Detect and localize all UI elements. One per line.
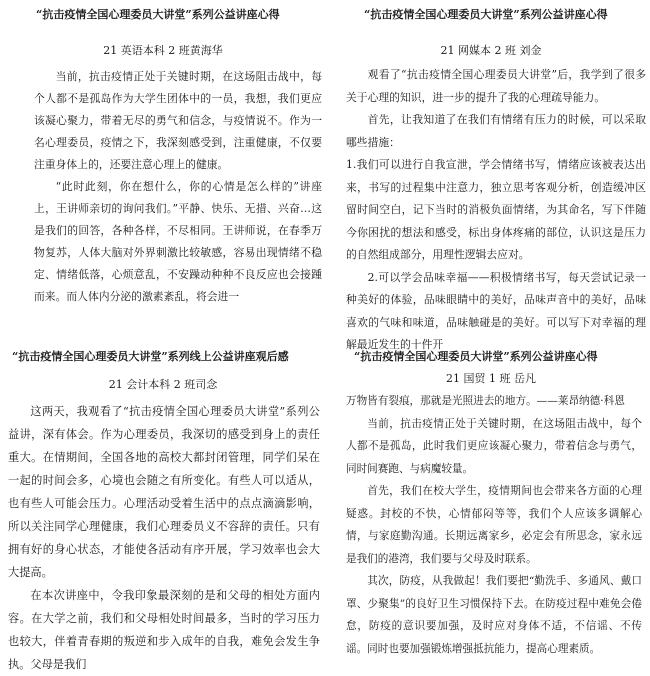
essay-panel-4 [332, 330, 650, 655]
essay-body [346, 64, 646, 351]
paragraph: “此时此刻，你在想什么，你的心情是怎么样的”讲座上，王讲师亲切的询问我们。”平静、快乐、无措、兴奋…这是我们的回答，各种各样，不尽相同。王讲师说，在春季万物复苏，人体大脑对外界刺激比较敏感，容易出现情绪不稳定、情绪低落，心烦意乱，不安躁动种种不良反应也会接踵而来。而人体内分泌的激素紊乱，将会进一 [34, 180, 322, 303]
essay-author: 21 英语本科 2 班黄海华 [103, 44, 223, 57]
paragraph: 在本次讲座中，令我印象最深刻的是和父母的相处方面内容。在大学之前，我们和父母相处时间最多，当时的学习压力也较大，伴着青春期的叛逆和步入成年的自我，难免会发生争执。父母是我们 [8, 589, 320, 671]
paragraph: 观看了“抗击疫情全国心理委员大讲堂”后，我学到了很多关于心理的知识，进一步的提升了我的心理疏导能力。 [346, 68, 646, 104]
paragraph: 当前，抗击疫情正处于关键时期，在这场阻击战中，每个人都不是孤岛，此时我们更应该凝心聚力，带着信念与勇气，同时间赛跑、与病魔较量。 [346, 417, 642, 475]
essay-panel-1 [0, 0, 326, 318]
essay-panel-3 [0, 330, 326, 671]
essay-panel-2 [332, 0, 650, 351]
paragraph: 首先，我们在校大学生，疫情期间也会带来各方面的心理疑惑。封校的不快，心情郁闷等等，我们个人应该多调解心情，与家庭勤沟通。长期远离家乡，必定会有所思念，家永远是我们的港湾，我们要与父母及时联系。 [346, 485, 642, 565]
paragraph: 当前，抗击疫情正处于关键时期，在这场阻击战中，每个人都不是孤岛作为大学生团体中的一员，我想，我们更应该凝心聚力，带着无尽的勇气和信念，与疫情说不。作为一名心理委员，疫情之下，我深刻感受到，注重健康，不仅要注重身体上的，还要注意心理上的健康。 [34, 70, 322, 171]
essay-body [34, 66, 322, 318]
paragraph: 2.可以学会品味幸福——积极情绪书写，每天尝试记录一种美好的体验，品味眼睛中的美好，品味声音中的美好，品味喜欢的气味和味道，品味触碰是的美好。可以写下对幸福的理解最近发生的十件开 [346, 270, 646, 351]
paragraph: 1.我们可以进行自我宣泄，学会情绪书写，情绪应该被表达出来，书写的过程集中注意力，独立思考客观分析，创造缓冲区留时间空白，记下当时的消极负面情绪，为其命名，写下伴随今你困扰的想法和感受，标出身体疼痛的部位，认识这是压力的自然组成部分，用理性逻辑去应对。 [346, 158, 646, 261]
paragraph: 其次，防疫，从我做起！我们要把“勤洗手、多通风、戴口罩、少聚集”的良好卫生习惯保持下去。在防疫过程中难免会倦怠，防疫的意识要加强，及时应对身体不适，不信谣、不传谣。同时也要加强锻炼增强抵抗能力，提高心理素质。 [346, 575, 642, 655]
essay-title: “抗击疫情全国心理委员大讲堂”系列公益讲座心得 [354, 350, 598, 363]
essay-body [8, 400, 320, 671]
essay-title: “抗击疫情全国心理委员大讲堂”系列公益讲座心得 [364, 8, 608, 21]
essay-author: 21 网媒本 2 班 刘金 [440, 44, 542, 57]
essay-title: “抗击疫情全国心理委员大讲堂”系列公益讲座心得 [36, 8, 280, 21]
paragraph: 首先，让我知道了在我们有情绪有压力的时候，可以采取哪些措施： [346, 113, 646, 149]
essay-title: “抗击疫情全国心理委员大讲堂”系列线上公益讲座观后感 [12, 350, 289, 363]
paragraph: 这两天，我观看了“抗击疫情全国心理委员大讲堂”系列公益讲，深有体会。作为心理委员，我深切的感受到身上的责任重大。在情期间，全国各地的高校大都封闭管理，同学们呆在一起的时间会多，心境也会随之有所变化。有些人可以适从，也有些人可能会压力。心理活动受着生活中的点点滴滴影响，所以关注同学心理健康，我们心理委员义不容辞的责任。只有拥有好的身心状态，才能使各活动有序开展，学习效率也会大大提高。 [8, 405, 320, 579]
essay-author: 21 会计本科 2 班司念 [108, 378, 218, 391]
essay-body [346, 390, 642, 655]
quote-paragraph: 万物皆有裂痕，那就是光照进去的地方。——莱昂纳德·科恩 [346, 395, 625, 407]
essay-author: 21 国贸 1 班 岳凡 [446, 372, 536, 385]
